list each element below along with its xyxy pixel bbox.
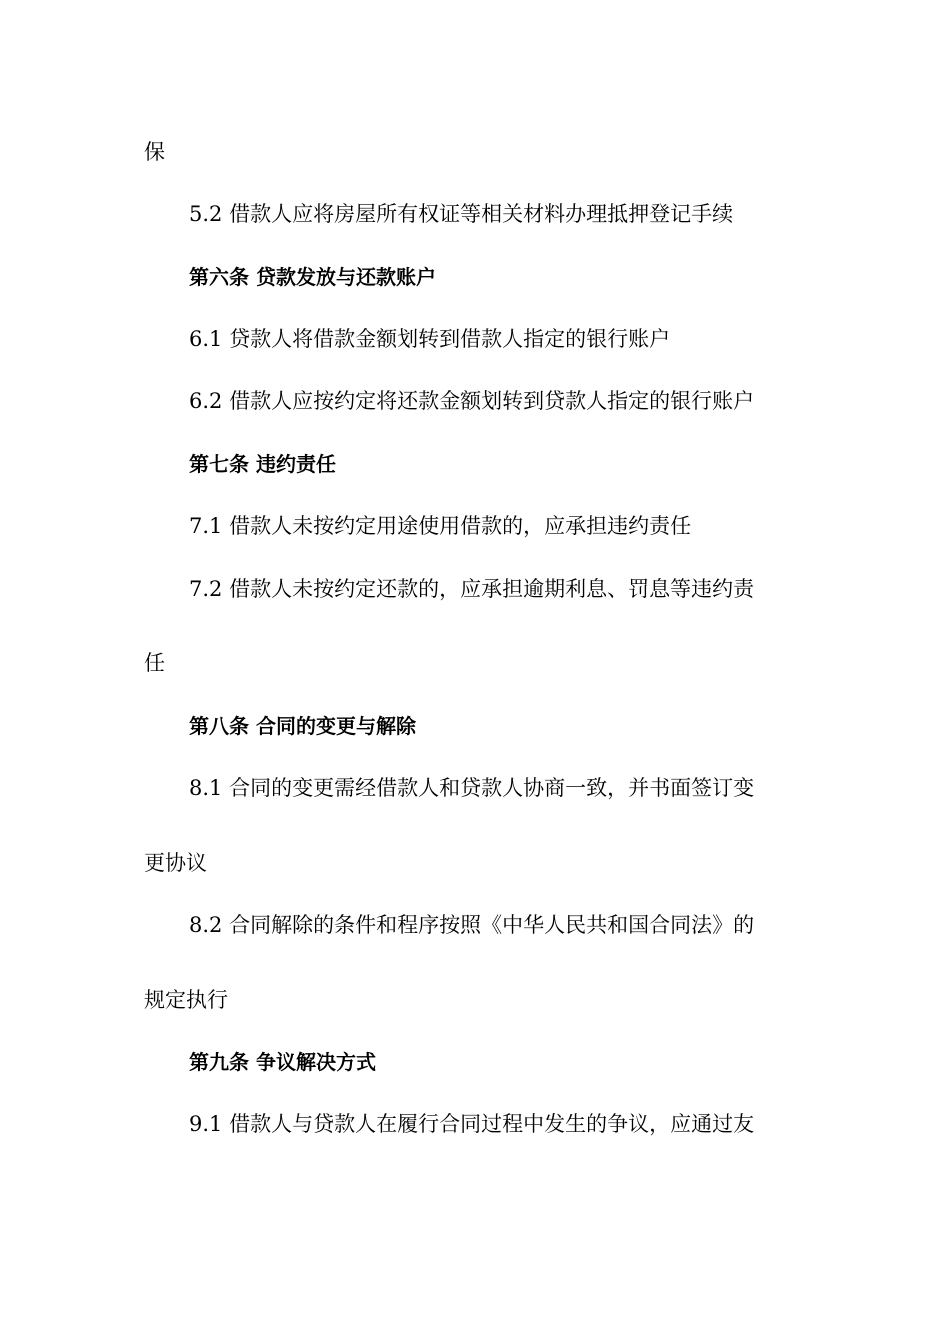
continuation-line: 更协议 <box>144 851 207 875</box>
clause-5-2: 5.2 借款人应将房屋所有权证等相关材料办理抵押登记手续 <box>189 202 734 226</box>
clause-6-2: 6.2 借款人应按约定将还款金额划转到贷款人指定的银行账户 <box>189 389 755 413</box>
clause-7-1: 7.1 借款人未按约定用途使用借款的，应承担违约责任 <box>189 514 692 538</box>
clause-8-1: 8.1 合同的变更需经借款人和贷款人协商一致，并书面签订变 <box>189 776 755 800</box>
heading-article-6: 第六条 贷款发放与还款账户 <box>189 265 436 289</box>
clause-9-1: 9.1 借款人与贷款人在履行合同过程中发生的争议，应通过友 <box>189 1112 755 1136</box>
clause-8-2: 8.2 合同解除的条件和程序按照《中华人民共和国合同法》的 <box>189 913 755 937</box>
heading-article-7: 第七条 违约责任 <box>189 452 336 476</box>
continuation-line: 任 <box>144 651 165 675</box>
continuation-line: 规定执行 <box>144 988 228 1012</box>
heading-article-8: 第八条 合同的变更与解除 <box>189 714 416 738</box>
heading-article-9: 第九条 争议解决方式 <box>189 1050 376 1074</box>
clause-6-1: 6.1 贷款人将借款金额划转到借款人指定的银行账户 <box>189 327 671 351</box>
clause-7-2: 7.2 借款人未按约定还款的，应承担逾期利息、罚息等违约责 <box>189 577 755 601</box>
continuation-line: 保 <box>144 140 165 164</box>
